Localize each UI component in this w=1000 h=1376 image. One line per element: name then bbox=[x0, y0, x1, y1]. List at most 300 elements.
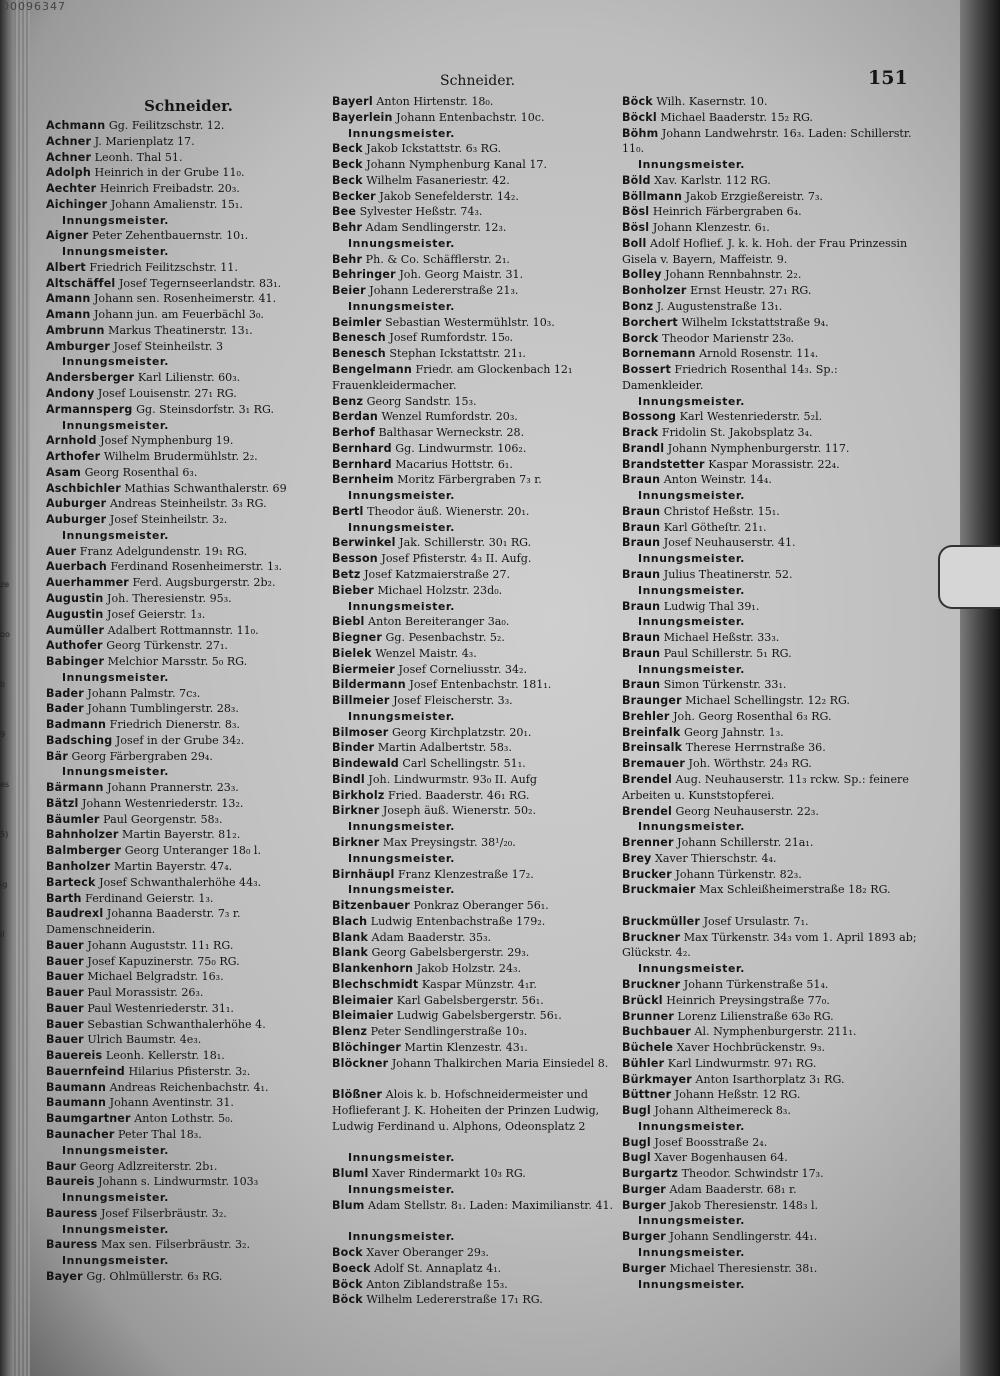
directory-entry bbox=[46, 780, 331, 796]
entry-details: Friedrich Dienerstr. 8₃. bbox=[106, 718, 240, 732]
directory-entry bbox=[622, 1009, 922, 1025]
entry-details: Ponkraz Oberanger 56₁. bbox=[409, 899, 549, 913]
entry-details: Martin Bayerstr. 81₂. bbox=[118, 828, 241, 842]
directory-entry bbox=[46, 575, 331, 591]
directory-entry bbox=[332, 646, 617, 662]
entry-surname: Bilmoser bbox=[332, 725, 389, 739]
directory-entry bbox=[46, 276, 331, 292]
entry-surname: Brandstetter bbox=[622, 457, 705, 471]
entry-details: Georg Rosenthal 6₃. bbox=[81, 465, 198, 479]
entry-surname: Blöckner bbox=[332, 1056, 389, 1070]
entry-surname: Bürkmayer bbox=[622, 1072, 692, 1086]
entry-surname: Bock bbox=[332, 1245, 363, 1259]
entry-details: Alois k. b. Hofschneidermeister und Hoflieferant J. K. Hoheiten der Prinzen Ludwig, Ludwig Ferdinand u. Alphons, Odeonsplatz 2 bbox=[332, 1088, 600, 1133]
entry-details: Wilhelm Fasaneriestr. 42. bbox=[362, 173, 510, 187]
entry-details: Josef Nymphenburg 19. bbox=[96, 434, 234, 448]
entry-details: Johann Heßstr. 12 RG. bbox=[671, 1088, 801, 1102]
entry-surname: Blach bbox=[332, 914, 368, 928]
directory-entry bbox=[46, 859, 331, 875]
entry-surname: Barteck bbox=[46, 875, 96, 889]
entry-details: Xaver Hochbrückenstr. 9₃. bbox=[673, 1041, 826, 1055]
guild-master-note: Innungsmeister. bbox=[348, 883, 455, 897]
entry-details: Therese Herrnstraße 36. bbox=[682, 741, 826, 755]
entry-surname: Behr bbox=[332, 221, 363, 235]
directory-entry bbox=[622, 693, 922, 709]
directory-entry bbox=[46, 969, 331, 985]
entry-details: Balthasar Werneckstr. 28. bbox=[375, 426, 525, 440]
entry-surname: Blöchinger bbox=[332, 1040, 401, 1054]
entry-surname: Augustin bbox=[46, 607, 104, 621]
directory-entry bbox=[622, 283, 922, 299]
entry-surname: Blank bbox=[332, 930, 369, 944]
entry-details: Fridolin St. Jakobsplatz 3₄. bbox=[658, 426, 813, 440]
guild-master-note: Innungsmeister. bbox=[62, 418, 169, 432]
entry-surname: Bösl bbox=[622, 205, 650, 219]
entry-details: Kaspar Morassistr. 22₄. bbox=[704, 457, 840, 471]
entry-details: Johann Rennbahnstr. 2₂. bbox=[661, 268, 802, 282]
entry-surname: Bernhard bbox=[332, 457, 392, 471]
directory-entry bbox=[46, 481, 331, 497]
entry-details: Julius Theatinerstr. 52. bbox=[660, 568, 793, 582]
thumb-index-tab bbox=[938, 545, 1000, 609]
directory-entry bbox=[332, 977, 617, 993]
entry-details: Heinrich Preysingstraße 77₀. bbox=[662, 993, 830, 1007]
guild-master-note: Innungsmeister. bbox=[62, 245, 169, 259]
entry-surname: Berwinkel bbox=[332, 536, 396, 550]
directory-entry bbox=[46, 165, 331, 181]
entry-details: Xaver Oberanger 29₃. bbox=[362, 1245, 489, 1259]
directory-entry bbox=[332, 1261, 617, 1277]
directory-entry bbox=[332, 394, 617, 410]
entry-details: Aug. Neuhauserstr. 11₃ rckw. Sp.: feinere Arbeiten u. Kunststopferei. bbox=[622, 772, 909, 802]
entry-details: Adolf Hoflief. J. k. k. Hoh. der Frau Prinzessin Gisela v. Bayern, Maffeistr. 9. bbox=[622, 236, 908, 266]
guild-master-note: Innungsmeister. bbox=[348, 520, 455, 534]
directory-entry bbox=[332, 362, 617, 394]
directory-entry bbox=[332, 914, 617, 930]
entry-surname: Amburger bbox=[46, 339, 110, 353]
entry-surname: Amann bbox=[46, 292, 91, 306]
guild-master-note: Innungsmeister. bbox=[348, 820, 455, 834]
entry-details: Josef Filserbräustr. 3₂. bbox=[97, 1206, 227, 1220]
entry-details: Anton Hirtenstr. 18₀. bbox=[372, 95, 494, 108]
directory-entry bbox=[46, 559, 331, 575]
entry-details: Johann sen. Rosenheimerstr. 41. bbox=[90, 292, 277, 306]
scan-id: 00096347 bbox=[2, 0, 66, 13]
entry-details: Ferdinand Rosenheimerstr. 1₃. bbox=[106, 560, 283, 574]
entry-details: Johann Westenriederstr. 13₂. bbox=[78, 796, 244, 810]
entry-details: Michael Holzstr. 23d₀. bbox=[373, 583, 503, 597]
guild-master-note: Innungsmeister. bbox=[348, 126, 455, 140]
entry-surname: Boll bbox=[622, 236, 647, 250]
entry-details: Johann s. Lindwurmstr. 103₃ bbox=[94, 1175, 259, 1189]
entry-surname: Braun bbox=[622, 504, 661, 518]
entry-surname: Braun bbox=[622, 473, 661, 487]
directory-entry bbox=[46, 1048, 331, 1064]
margin-fragment: il bbox=[0, 930, 5, 939]
column-2 bbox=[332, 94, 617, 1308]
entry-surname: Borchert bbox=[622, 315, 678, 329]
directory-entry bbox=[46, 1001, 331, 1017]
entry-surname: Brendel bbox=[622, 804, 673, 818]
directory-entry bbox=[46, 402, 331, 418]
entry-surname: Bauer bbox=[46, 970, 84, 984]
directory-entry bbox=[46, 938, 331, 954]
directory-entry bbox=[332, 535, 617, 551]
directory-entry bbox=[46, 323, 331, 339]
entry-details: Gg. Steinsdorfstr. 3₁ RG. bbox=[132, 402, 275, 416]
entry-surname: Bätzl bbox=[46, 796, 79, 810]
directory-entry bbox=[622, 930, 922, 962]
entry-surname: Baumann bbox=[46, 1096, 107, 1110]
directory-entry bbox=[332, 788, 617, 804]
entry-details: Johann Altheimereck 8₃. bbox=[650, 1104, 791, 1118]
directory-entry bbox=[46, 118, 331, 134]
directory-entry bbox=[332, 567, 617, 583]
entry-details: Anton Bereiteranger 3a₀. bbox=[364, 615, 510, 629]
directory-entry bbox=[622, 331, 922, 347]
entry-surname: Albert bbox=[46, 260, 86, 274]
entry-surname: Bader bbox=[46, 686, 84, 700]
entry-details: Johann Sendlingerstr. 44₁. bbox=[665, 1230, 818, 1244]
entry-surname: Blank bbox=[332, 946, 369, 960]
guild-master-note: Innungsmeister. bbox=[638, 1245, 745, 1259]
directory-entry bbox=[46, 686, 331, 702]
entry-details: Josef Tegernseerlandstr. 83₁. bbox=[115, 276, 282, 290]
directory-entry bbox=[46, 512, 331, 528]
directory-entry bbox=[622, 1182, 922, 1198]
entry-details: Franz Klenzestraße 17₂. bbox=[394, 867, 534, 881]
entry-surname: Baumann bbox=[46, 1080, 107, 1094]
entry-surname: Brenner bbox=[622, 836, 674, 850]
directory-entry bbox=[622, 1135, 922, 1151]
directory-entry bbox=[622, 740, 922, 756]
entry-details: Joh. Georg Maistr. 31. bbox=[395, 268, 524, 282]
entry-details: Johanna Baaderstr. 7₃ r. Damenschneiderin. bbox=[46, 907, 241, 937]
entry-details: Georg Unteranger 18₀ l. bbox=[121, 844, 261, 858]
entry-details: Joh. Wörthstr. 24₃ RG. bbox=[685, 757, 812, 771]
directory-entry bbox=[332, 898, 617, 914]
entry-surname: Auburger bbox=[46, 497, 107, 511]
directory-entry bbox=[46, 891, 331, 907]
directory-entry bbox=[622, 1024, 922, 1040]
guild-master-note: Innungsmeister. bbox=[348, 1151, 455, 1165]
entry-details: Andreas Reichenbachstr. 4₁. bbox=[106, 1080, 269, 1094]
entry-surname: Bitzenbauer bbox=[332, 899, 410, 913]
entry-details: Georg Adlzreiterstr. 2b₁. bbox=[76, 1159, 218, 1173]
directory-entry bbox=[622, 772, 922, 804]
entry-details: Paul Georgenstr. 58₃. bbox=[99, 812, 223, 826]
entry-details: Hilarius Pfisterstr. 3₂. bbox=[124, 1064, 251, 1078]
entry-details: Sylvester Heßstr. 74₃. bbox=[356, 205, 483, 219]
directory-entry bbox=[332, 315, 617, 331]
entry-details: Johann Nymphenburgerstr. 117. bbox=[664, 441, 850, 455]
entry-surname: Beier bbox=[332, 284, 366, 298]
entry-details: Josef Schwanthalerhöhe 44₃. bbox=[95, 875, 262, 889]
directory-entry bbox=[622, 914, 922, 930]
entry-surname: Bauer bbox=[46, 1001, 84, 1015]
directory-entry bbox=[622, 110, 922, 126]
entry-surname: Breinfalk bbox=[622, 725, 681, 739]
entry-details: Paul Westenriederstr. 31₁. bbox=[83, 1001, 234, 1015]
entry-details: Kaspar Münzstr. 4₁r. bbox=[418, 977, 537, 991]
entry-surname: Beck bbox=[332, 142, 363, 156]
entry-details: Fried. Baaderstr. 46₁ RG. bbox=[384, 788, 530, 802]
entry-surname: Bertl bbox=[332, 504, 364, 518]
section-title: Schneider. bbox=[144, 97, 233, 115]
entry-surname: Beck bbox=[332, 158, 363, 172]
guild-master-note: Innungsmeister. bbox=[62, 213, 169, 227]
entry-details: Ferd. Augsburgerstr. 2b₂. bbox=[128, 576, 276, 590]
entry-details: Michael Heßstr. 33₃. bbox=[660, 631, 780, 645]
running-head: Schneider. bbox=[440, 73, 516, 89]
directory-entry bbox=[46, 465, 331, 481]
directory-entry bbox=[622, 94, 922, 110]
entry-surname: Aschbichler bbox=[46, 481, 121, 495]
directory-entry bbox=[332, 409, 617, 425]
directory-entry bbox=[622, 346, 922, 362]
entry-details: Sebastian Schwanthalerhöhe 4. bbox=[83, 1017, 266, 1031]
entry-details: Johann Landwehrstr. 16₃. Laden: Schillerstr. 11₀. bbox=[622, 126, 912, 156]
entry-surname: Bäumler bbox=[46, 812, 100, 826]
directory-entry bbox=[622, 220, 922, 236]
directory-entry bbox=[332, 157, 617, 173]
entry-details: Georg Sandstr. 15₃. bbox=[363, 394, 477, 408]
directory-entry bbox=[622, 1229, 922, 1245]
directory-entry bbox=[622, 267, 922, 283]
entry-details: Peter Thal 18₃. bbox=[114, 1128, 202, 1142]
entry-details: Johann jun. am Feuerbächl 3₀. bbox=[90, 308, 264, 322]
directory-entry bbox=[46, 1237, 331, 1253]
directory-entry bbox=[332, 961, 617, 977]
directory-entry bbox=[332, 204, 617, 220]
entry-details: Max sen. Filserbräustr. 3₂. bbox=[97, 1238, 251, 1252]
entry-surname: Blum bbox=[332, 1198, 365, 1212]
directory-entry bbox=[622, 1087, 922, 1103]
directory-entry bbox=[46, 638, 331, 654]
directory-entry bbox=[622, 646, 922, 662]
entry-surname: Büttner bbox=[622, 1088, 672, 1102]
entry-surname: Binder bbox=[332, 741, 375, 755]
directory-entry bbox=[46, 1159, 331, 1175]
directory-entry bbox=[46, 623, 331, 639]
guild-master-note: Innungsmeister. bbox=[62, 528, 169, 542]
entry-surname: Böck bbox=[332, 1293, 363, 1307]
entry-details: Anton Lothstr. 5₀. bbox=[130, 1112, 234, 1126]
entry-surname: Bugl bbox=[622, 1135, 651, 1149]
entry-details: Georg Türkenstr. 27₁. bbox=[102, 639, 228, 653]
entry-surname: Auburger bbox=[46, 513, 107, 527]
entry-details: Markus Theatinerstr. 13₁. bbox=[104, 323, 253, 337]
entry-details: Josef Entenbachstr. 181₁. bbox=[405, 678, 552, 692]
left-page-edges bbox=[14, 0, 30, 1376]
entry-surname: Altschäffel bbox=[46, 276, 116, 290]
guild-master-note: Innungsmeister. bbox=[638, 583, 745, 597]
guild-master-note: Innungsmeister. bbox=[348, 709, 455, 723]
entry-details: Ph. & Co. Schäfflerstr. 2₁. bbox=[362, 252, 510, 266]
entry-details: Jak. Schillerstr. 30₁ RG. bbox=[395, 536, 532, 550]
directory-entry bbox=[332, 867, 617, 883]
entry-surname: Bugl bbox=[622, 1104, 651, 1118]
directory-entry bbox=[46, 954, 331, 970]
entry-surname: Bauer bbox=[46, 1033, 84, 1047]
directory-entry bbox=[332, 441, 617, 457]
margin-fragment: ze bbox=[0, 580, 10, 589]
entry-details: Anton Weinstr. 14₄. bbox=[660, 473, 772, 487]
entry-details: Max Schleißheimerstraße 18₂ RG. bbox=[695, 883, 891, 897]
directory-entry bbox=[622, 804, 922, 820]
directory-entry bbox=[332, 756, 617, 772]
entry-surname: Breinsalk bbox=[622, 741, 683, 755]
directory-entry bbox=[622, 299, 922, 315]
entry-surname: Aechter bbox=[46, 182, 97, 196]
entry-surname: Bildermann bbox=[332, 678, 406, 692]
entry-surname: Babinger bbox=[46, 655, 105, 669]
directory-entry bbox=[46, 1127, 331, 1143]
entry-details: Karl Lindwurmstr. 97₁ RG. bbox=[664, 1056, 817, 1070]
entry-details: Josef Neuhauserstr. 41. bbox=[660, 536, 796, 550]
entry-details: Theodor. Schwindstr 17₃. bbox=[678, 1167, 824, 1181]
column-3 bbox=[622, 94, 922, 1292]
entry-surname: Bär bbox=[46, 749, 69, 763]
directory-entry bbox=[332, 662, 617, 678]
directory-entry bbox=[332, 725, 617, 741]
entry-surname: Bugl bbox=[622, 1151, 651, 1165]
entry-surname: Bindl bbox=[332, 772, 365, 786]
entry-surname: Becker bbox=[332, 189, 376, 203]
directory-entry bbox=[332, 425, 617, 441]
directory-entry bbox=[332, 772, 617, 788]
entry-surname: Bösl bbox=[622, 221, 650, 235]
directory-entry bbox=[332, 614, 617, 630]
entry-surname: Baureis bbox=[46, 1175, 95, 1189]
entry-surname: Bernhard bbox=[332, 441, 392, 455]
entry-details: Joh. Lindwurmstr. 93₀ II. Aufg bbox=[364, 772, 537, 786]
entry-details: Johann Auguststr. 11₁ RG. bbox=[83, 938, 234, 952]
entry-surname: Bahnholzer bbox=[46, 828, 119, 842]
entry-surname: Bielek bbox=[332, 646, 372, 660]
directory-entry bbox=[622, 835, 922, 851]
entry-details: Heinrich Färbergraben 6₄. bbox=[649, 205, 802, 219]
directory-entry bbox=[622, 472, 922, 488]
entry-surname: Birkner bbox=[332, 804, 380, 818]
entry-details: Johann Entenbachstr. 10c. bbox=[392, 110, 545, 124]
entry-details: Johann Tumblingerstr. 28₃. bbox=[83, 702, 239, 716]
entry-surname: Bleimaier bbox=[332, 1009, 394, 1023]
guild-master-note: Innungsmeister. bbox=[638, 1119, 745, 1133]
directory-entry bbox=[622, 173, 922, 189]
directory-entry bbox=[46, 291, 331, 307]
entry-surname: Blechschmidt bbox=[332, 977, 419, 991]
entry-surname: Bauer bbox=[46, 1017, 84, 1031]
directory-entry bbox=[332, 1024, 617, 1040]
entry-surname: Bernheim bbox=[332, 473, 394, 487]
directory-entry bbox=[332, 1245, 617, 1261]
directory-entry bbox=[332, 677, 617, 693]
entry-surname: Behringer bbox=[332, 268, 396, 282]
entry-details: Christof Heßstr. 15₁. bbox=[660, 504, 780, 518]
guild-master-note: Innungsmeister. bbox=[638, 158, 745, 172]
directory-entry bbox=[622, 599, 922, 615]
entry-details: Karl Götheſtr. 21₁. bbox=[660, 520, 767, 534]
entry-details: Xaver Rindermarkt 10₃ RG. bbox=[368, 1167, 526, 1181]
entry-surname: Birnhäupl bbox=[332, 867, 395, 881]
entry-surname: Böllmann bbox=[622, 189, 683, 203]
entry-details: Lorenz Lilienstraße 63₀ RG. bbox=[674, 1009, 834, 1023]
entry-surname: Bayer bbox=[46, 1269, 83, 1283]
entry-surname: Achmann bbox=[46, 119, 106, 132]
entry-surname: Ambrunn bbox=[46, 323, 105, 337]
directory-entry bbox=[332, 283, 617, 299]
directory-entry bbox=[332, 1292, 617, 1308]
directory-entry bbox=[46, 654, 331, 670]
directory-entry bbox=[46, 717, 331, 733]
directory-entry bbox=[622, 425, 922, 441]
margin-fragment: es bbox=[0, 780, 10, 789]
directory-entry bbox=[622, 1198, 922, 1214]
entry-surname: Badsching bbox=[46, 733, 113, 747]
entry-details: Joseph äuß. Wienerstr. 50₂. bbox=[379, 804, 537, 818]
entry-details: Gg. Feilitzschstr. 12. bbox=[105, 119, 225, 132]
entry-surname: Buchbauer bbox=[622, 1025, 691, 1039]
entry-details: Ludwig Gabelsbergerstr. 56₁. bbox=[393, 1009, 562, 1023]
entry-surname: Auer bbox=[46, 544, 77, 558]
entry-surname: Berhof bbox=[332, 426, 375, 440]
directory-entry bbox=[332, 835, 617, 851]
directory-entry bbox=[46, 701, 331, 717]
entry-surname: Banholzer bbox=[46, 859, 111, 873]
entry-details: Max Preysingstr. 38¹/₂₀. bbox=[379, 836, 516, 849]
entry-details: Ludwig Thal 39₁. bbox=[660, 599, 760, 613]
directory-entry bbox=[622, 520, 922, 536]
directory-entry bbox=[46, 985, 331, 1001]
entry-details: Georg Kirchplatzstr. 20₁. bbox=[388, 725, 532, 739]
entry-details: Georg Färbergraben 29₄. bbox=[68, 749, 213, 763]
entry-details: Johann Prannerstr. 23₃. bbox=[103, 781, 239, 795]
entry-details: Peter Sendlingerstraße 10₃. bbox=[367, 1025, 528, 1039]
directory-entry bbox=[46, 796, 331, 812]
entry-surname: Böhm bbox=[622, 126, 659, 140]
guild-master-note: Innungsmeister. bbox=[62, 1222, 169, 1236]
entry-surname: Biermeier bbox=[332, 662, 395, 676]
entry-surname: Böck bbox=[622, 95, 653, 108]
entry-details: Karl Lilienstr. 60₃. bbox=[134, 371, 241, 385]
directory-entry bbox=[332, 1166, 617, 1182]
entry-surname: Biegner bbox=[332, 631, 383, 645]
directory-entry bbox=[332, 94, 617, 110]
entry-surname: Badmann bbox=[46, 718, 107, 732]
directory-entry bbox=[622, 677, 922, 693]
entry-details: Johann Nymphenburg Kanal 17. bbox=[362, 158, 547, 172]
entry-surname: Brückl bbox=[622, 993, 663, 1007]
directory-entry bbox=[332, 457, 617, 473]
entry-surname: Bieber bbox=[332, 583, 374, 597]
entry-details: Moritz Färbergraben 7₃ r. bbox=[393, 473, 542, 487]
entry-details: Georg Gabelsbergerstr. 29₃. bbox=[368, 946, 530, 960]
entry-details: Simon Türkenstr. 33₁. bbox=[660, 678, 787, 692]
entry-details: Xav. Karlstr. 112 RG. bbox=[650, 173, 771, 187]
entry-surname: Burgartz bbox=[622, 1167, 679, 1181]
entry-surname: Baumgartner bbox=[46, 1112, 131, 1126]
entry-surname: Bruckner bbox=[622, 977, 681, 991]
entry-surname: Besson bbox=[332, 552, 378, 566]
directory-entry bbox=[332, 630, 617, 646]
entry-details: Adam Stellstr. 8₁. Laden: Maximilianstr. 41. bbox=[364, 1198, 614, 1212]
entry-surname: Büchele bbox=[622, 1041, 674, 1055]
directory-entry bbox=[332, 1198, 617, 1230]
entry-surname: Birkholz bbox=[332, 788, 385, 802]
directory-entry bbox=[332, 551, 617, 567]
entry-surname: Bonholzer bbox=[622, 284, 687, 298]
